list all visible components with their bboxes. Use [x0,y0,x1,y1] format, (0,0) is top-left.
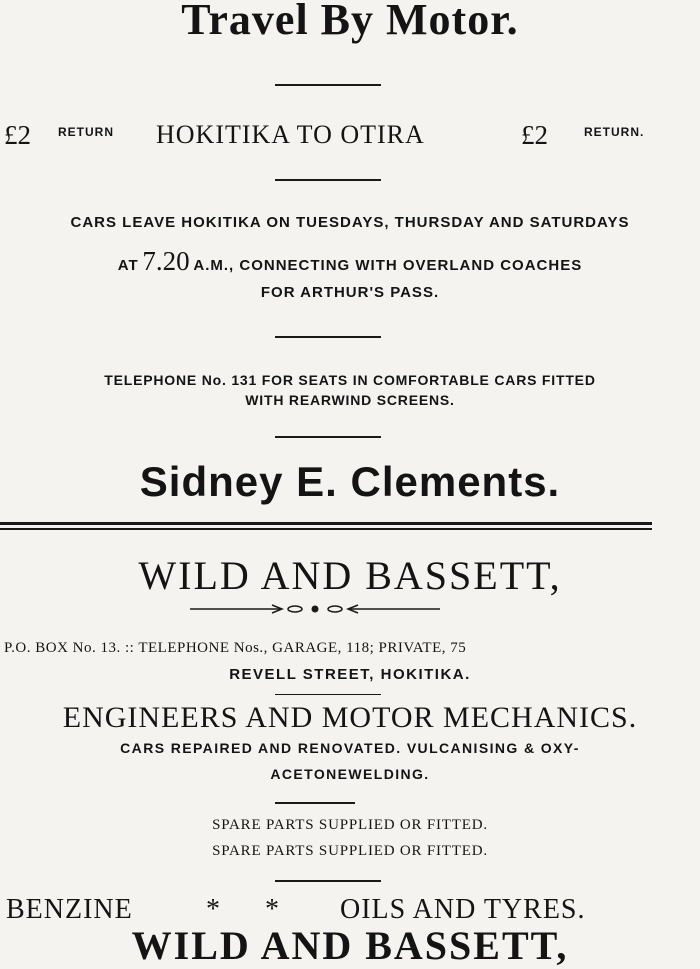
spare-parts-line-2: SPARE PARTS SUPPLIED OR FITTED. [212,843,488,859]
schedule-line-1: CARS LEAVE HOKITIKA ON TUESDAYS, THURSDAY AND SATURDAYS [70,214,630,231]
schedule-line-2 [0,246,700,277]
footer-firm-name: WILD AND BASSETT, [131,923,569,968]
ad-title: Travel By Motor. [181,0,519,44]
proprietor-name: Sidney E. Clements. [139,458,561,505]
contact-line: P.O. BOX No. 13. :: TELEPHONE Nos., GARAGE, 118; PRIVATE, 75 [4,640,467,656]
goods-oils-tyres: OILS AND TYRES. [340,894,586,925]
divider-rule [275,436,381,438]
fare-line [0,120,700,154]
spare-parts-line-1: SPARE PARTS SUPPLIED OR FITTED. [212,817,488,833]
fare-return-left: RETURN [58,125,114,139]
divider-rule [275,802,355,804]
services-line-1: CARS REPAIRED AND RENOVATED. VULCANISING & OXY- [120,740,580,756]
schedule-connection: A.M., CONNECTING WITH OVERLAND COACHES [193,257,583,274]
telephone-line-2: WITH REARWIND SCREENS. [245,392,455,408]
divider-rule [275,880,381,882]
goods-star-1: * [206,894,220,925]
divider-rule [275,84,381,86]
fare-price-left: £2 [4,120,31,150]
goods-star-2: * [265,894,279,925]
schedule-at: AT [117,257,139,274]
divider-rule [275,694,381,695]
section-divider-rule [0,522,652,525]
firm-name: WILD AND BASSETT, [138,553,562,598]
fare-route: HOKITIKA TO OTIRA [156,120,425,149]
schedule-line-3: FOR ARTHUR'S PASS. [260,284,440,301]
divider-rule [275,336,381,338]
telephone-line-1: TELEPHONE No. 131 FOR SEATS IN COMFORTABLE CARS FITTED [104,372,596,388]
trade-heading: ENGINEERS AND MOTOR MECHANICS. [62,701,638,734]
address-line: REVELL STREET, HOKITIKA. [229,666,471,683]
fare-return-right: RETURN. [584,125,645,139]
ornamental-rule [190,602,440,616]
divider-rule [275,179,381,181]
goods-benzine: BENZINE [6,894,133,925]
services-line-2: ACETONEWELDING. [270,766,430,782]
schedule-time: 7.20 [142,246,190,276]
section-divider-rule [0,528,652,530]
fare-price-right: £2 [521,120,548,150]
